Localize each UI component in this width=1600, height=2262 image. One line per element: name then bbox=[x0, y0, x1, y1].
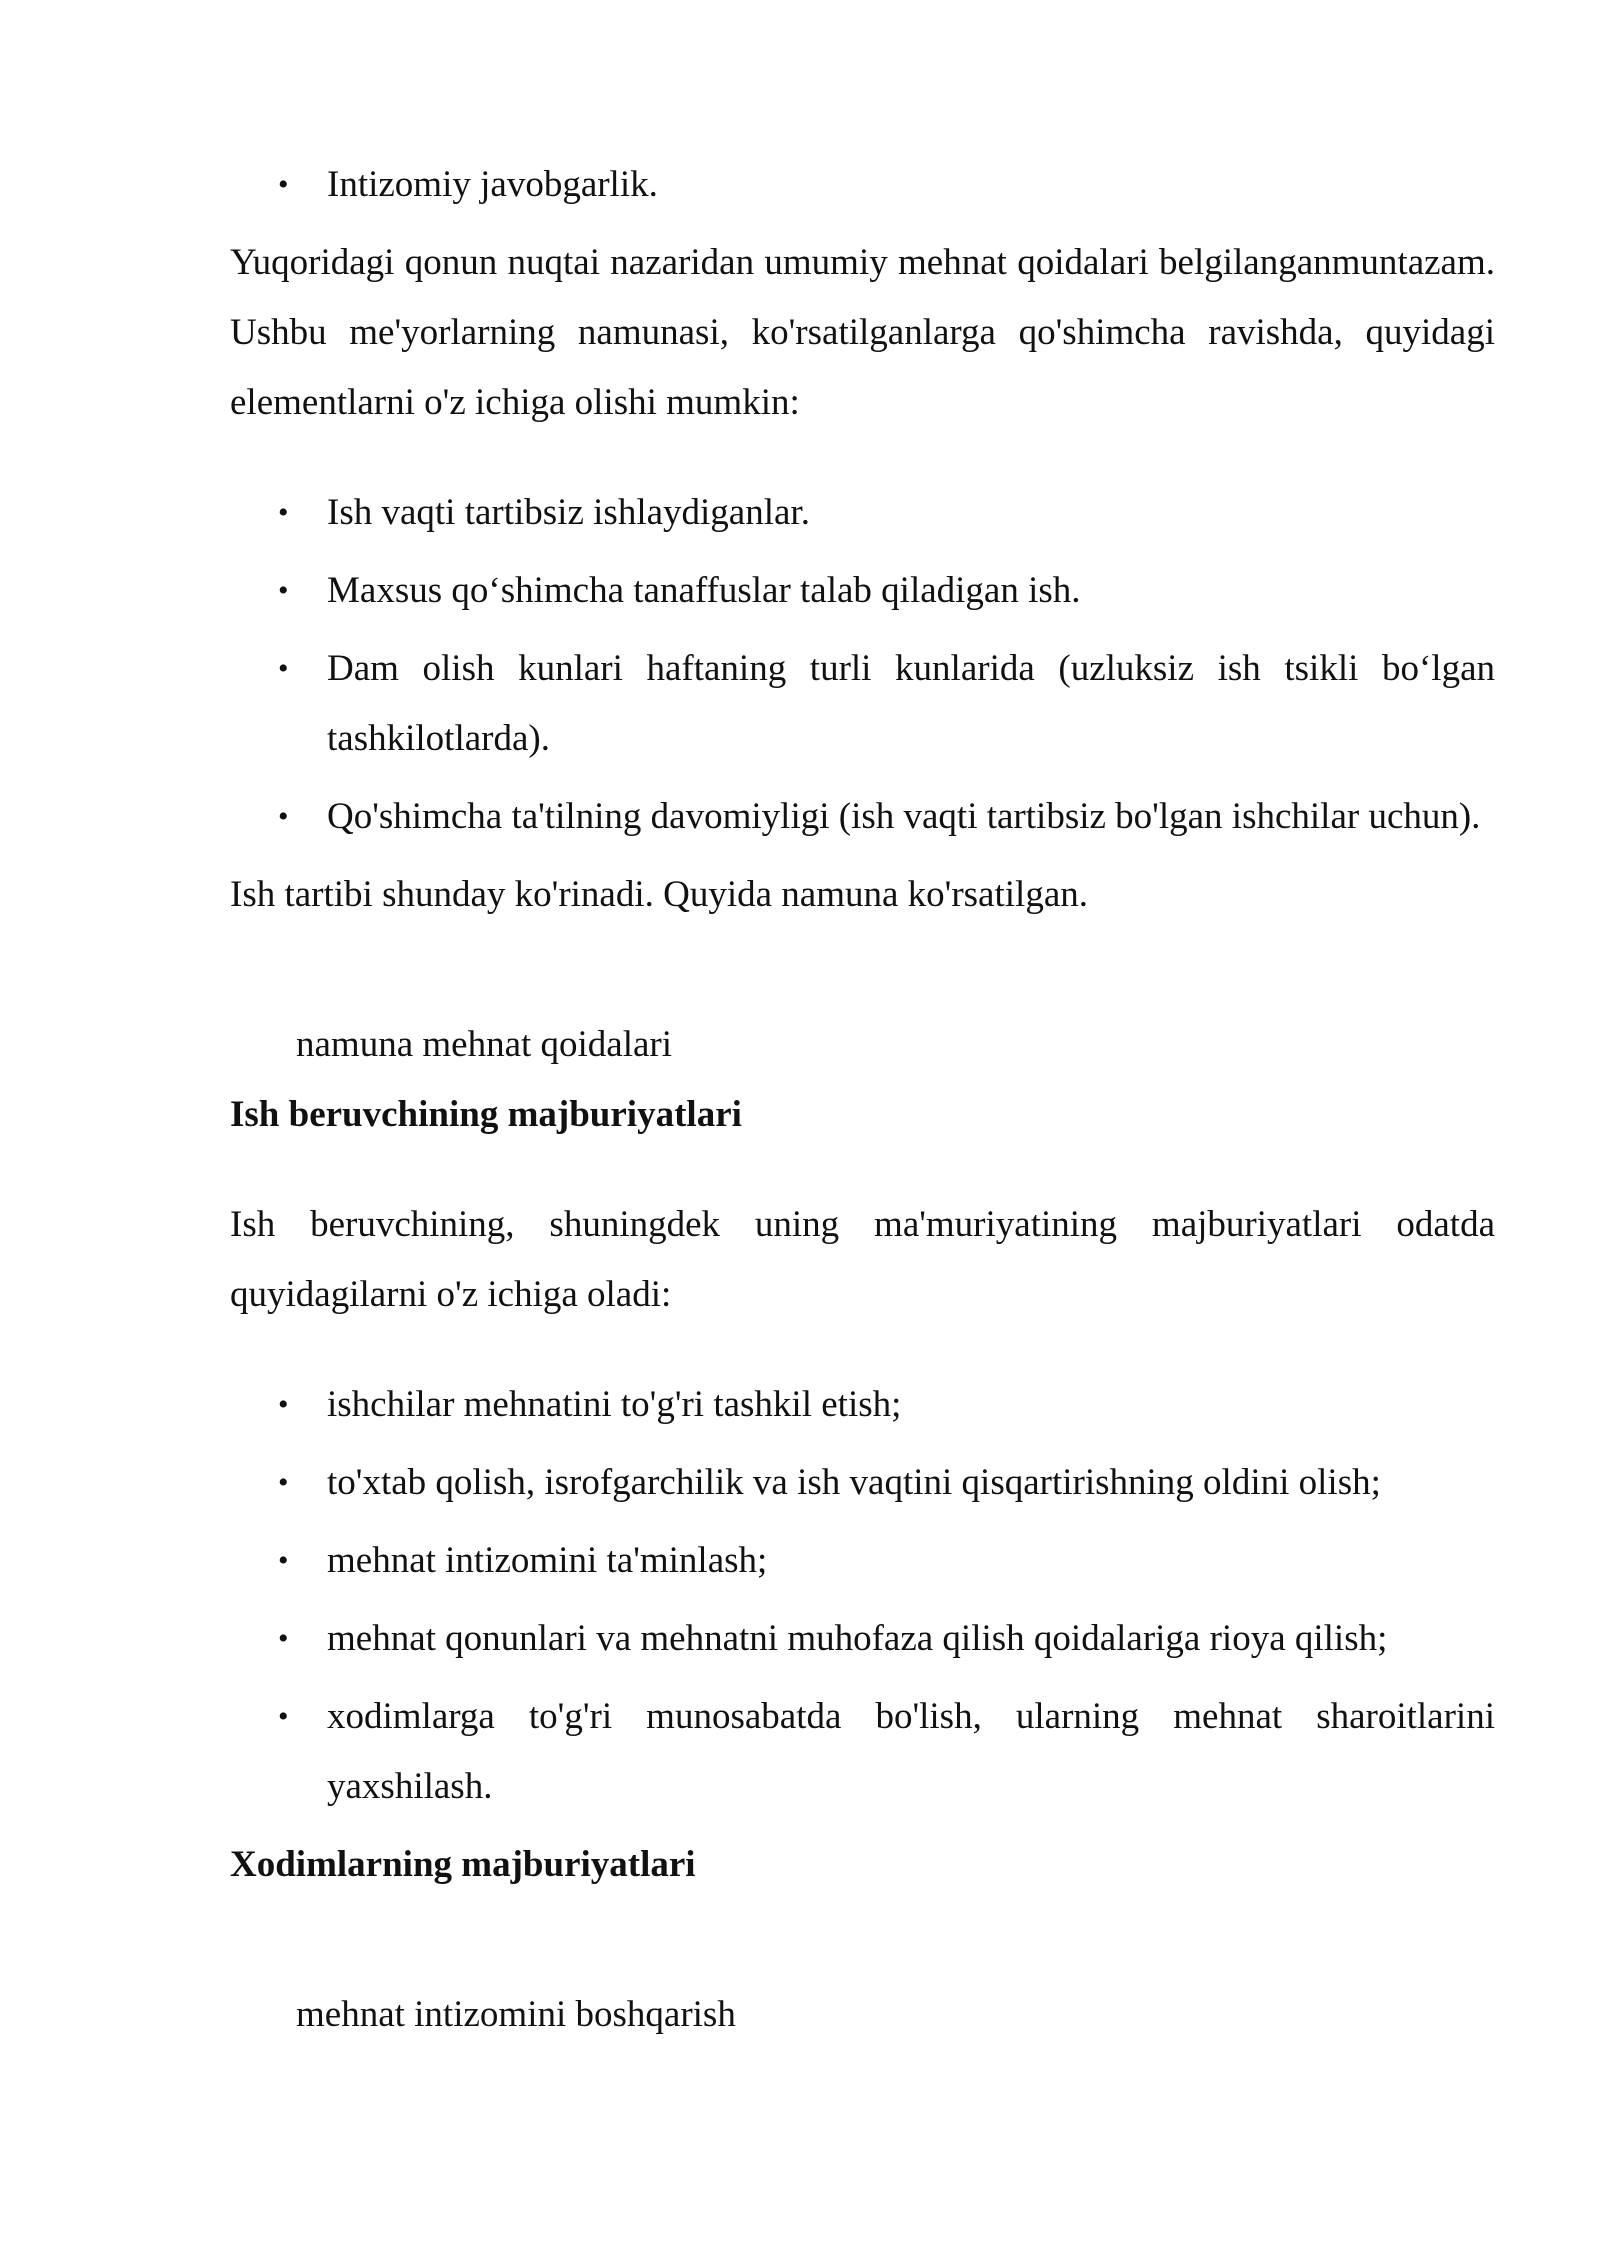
paragraph-intro: Yuqoridagi qonun nuqtai nazaridan umumiy mehnat qoidalari belgilanganmuntazam. Ushbu me'yorlarning namunasi, ko'rsatilganlarga qo'shimcha ravishda, quyidagi elementlarni o'z ichiga olishi mumkin: bbox=[230, 242, 1495, 423]
bullet-list-duties bbox=[230, 1370, 1495, 1822]
list-item: • ishchilar mehnatini to'g'ri tashkil etish; bbox=[230, 1370, 1495, 1440]
list-item: • to'xtab qolish, isrofgarchilik va ish vaqtini qisqartirishning oldini olish; bbox=[230, 1448, 1495, 1518]
bullet-list-elements bbox=[230, 478, 1495, 852]
bullet-list-top bbox=[230, 150, 1495, 220]
list-item: • Maxsus qo‘shimcha tanaffuslar talab qiladigan ish. bbox=[230, 556, 1495, 626]
heading-employee-duties: Xodimlarning majburiyatlari bbox=[230, 1844, 696, 1885]
list-item: • Qo'shimcha ta'tilning davomiyligi (ish vaqti tartibsiz bo'lgan ishchilar uchun). bbox=[230, 782, 1495, 852]
list-item: • Dam olish kunlari haftaning turli kunlarida (uzluksiz ish tsikli bo‘lgan tashkilotlarda). bbox=[230, 634, 1495, 774]
image-caption-sample-rules: namuna mehnat qoidalari bbox=[296, 1024, 673, 1065]
paragraph-schedule: Ish tartibi shunday ko'rinadi. Quyida namuna ko'rsatilgan. bbox=[230, 874, 1088, 915]
list-item: • mehnat intizomini ta'minlash; bbox=[230, 1526, 1495, 1596]
heading-employer-duties: Ish beruvchining majburiyatlari bbox=[230, 1094, 742, 1135]
list-item: • Intizomiy javobgarlik. bbox=[230, 150, 1495, 220]
paragraph-employer-duties: Ish beruvchining, shuningdek uning ma'muriyatining majburiyatlari odatda quyidagilarni o'z ichiga oladi: bbox=[230, 1204, 1495, 1315]
document-page bbox=[230, 150, 1495, 2050]
image-caption-discipline: mehnat intizomini boshqarish bbox=[296, 1994, 736, 2035]
list-item: • mehnat qonunlari va mehnatni muhofaza qilish qoidalariga rioya qilish; bbox=[230, 1604, 1495, 1674]
list-item: • Ish vaqti tartibsiz ishlaydiganlar. bbox=[230, 478, 1495, 548]
list-item: • xodimlarga to'g'ri munosabatda bo'lish, ularning mehnat sharoitlarini yaxshilash. bbox=[230, 1682, 1495, 1822]
